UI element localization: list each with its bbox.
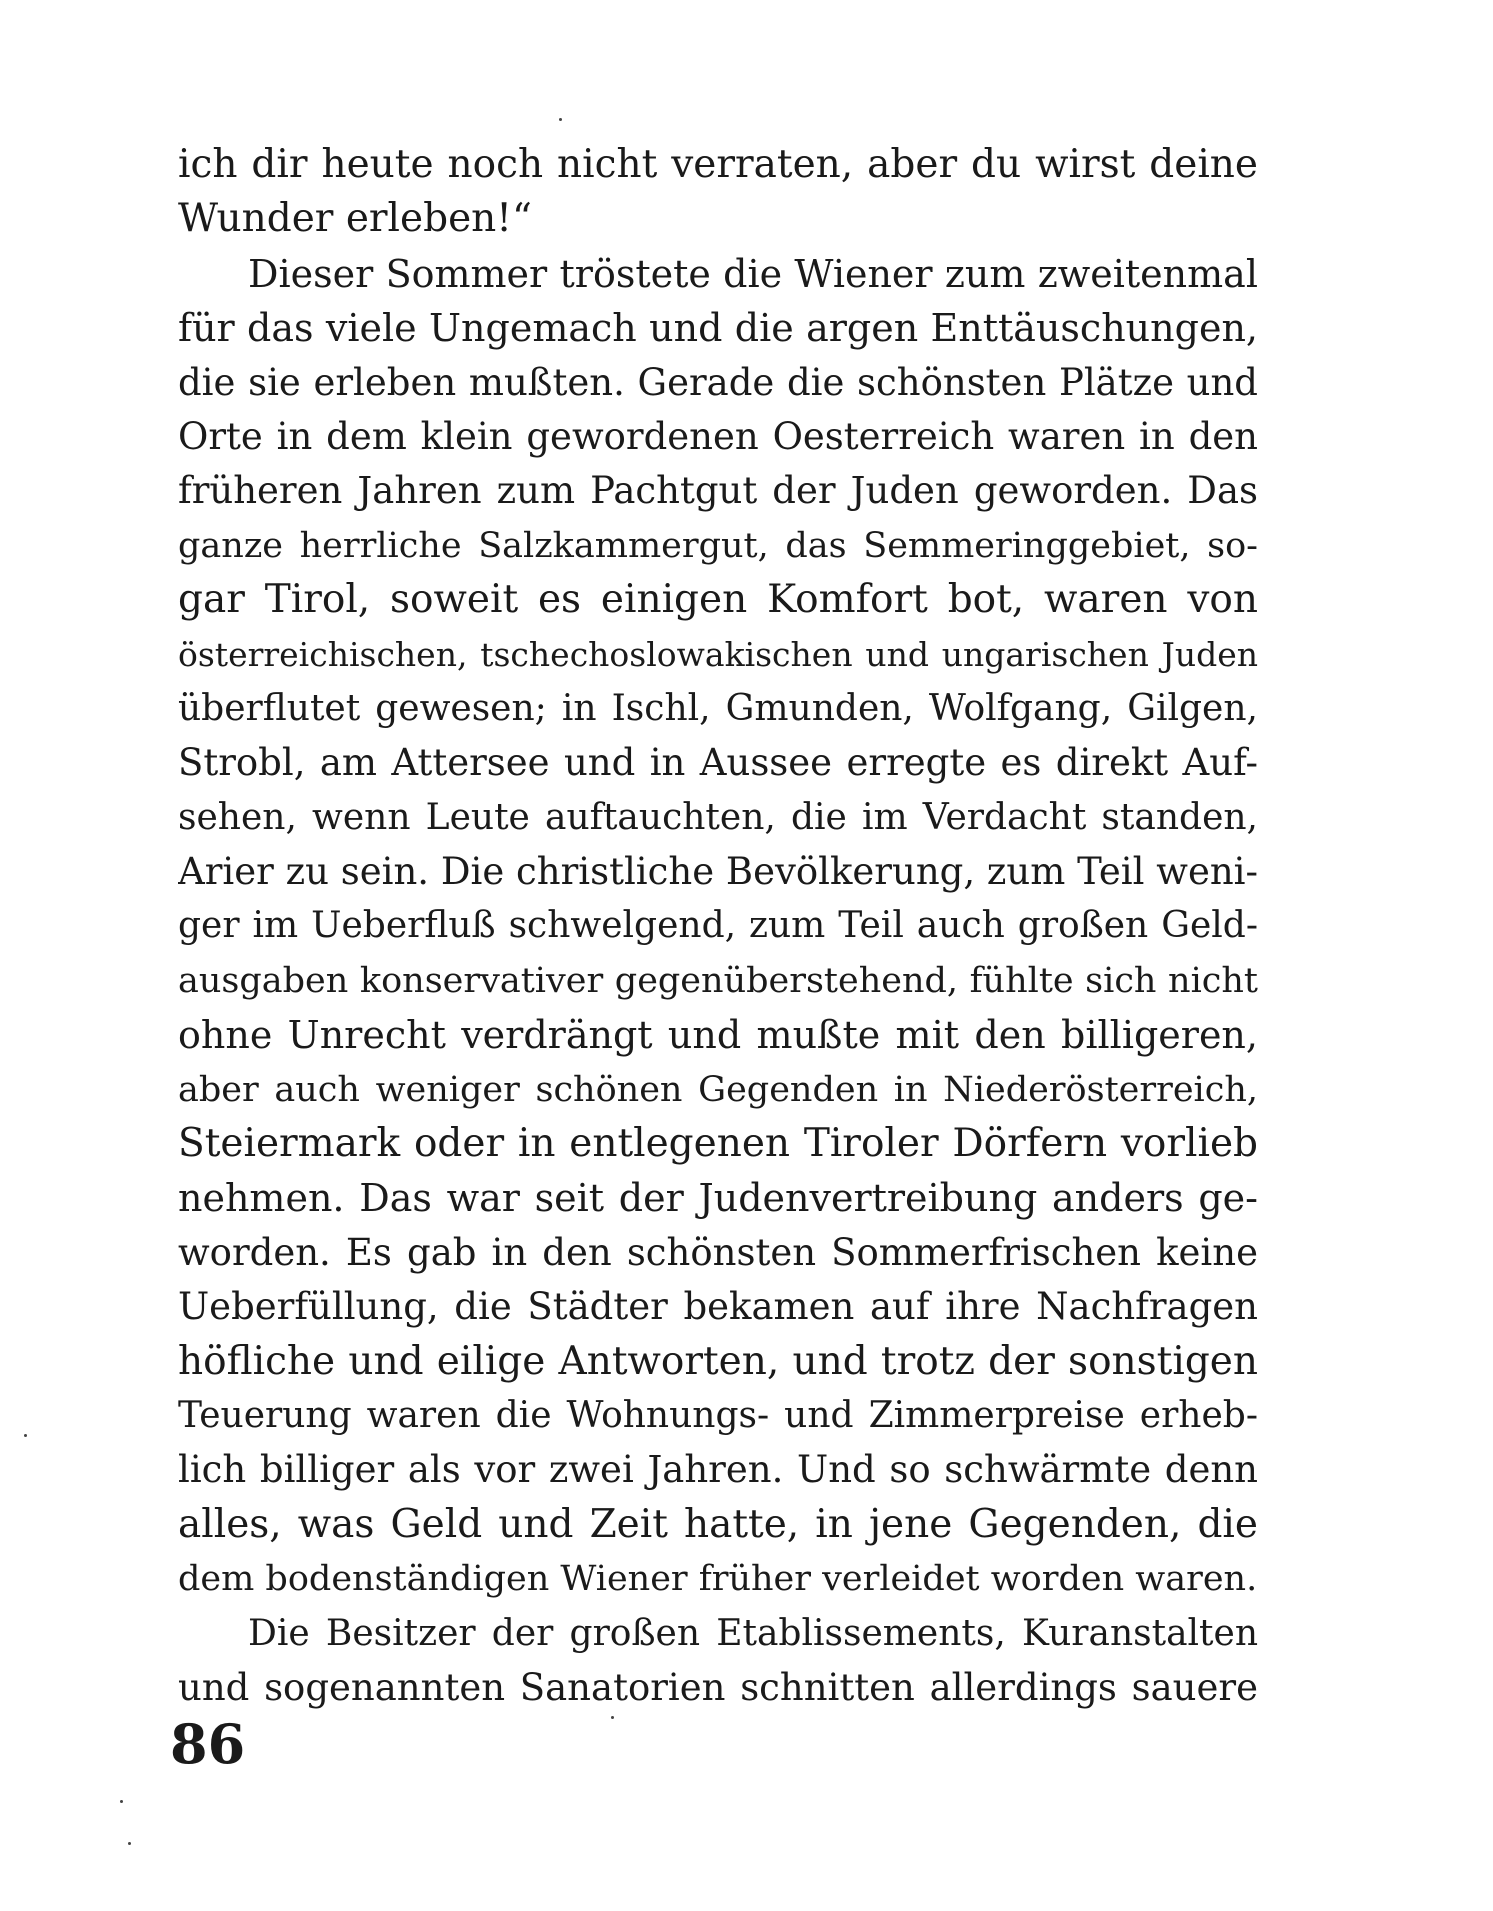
text-line: ger im Ueberfluß schwelgend, zum Teil auch großen Geld- (178, 905, 1258, 947)
text-line: sehen, wenn Leute auftauchten, die im Verdacht standen, (178, 796, 1258, 838)
text-line: worden. Es gab in den schönsten Sommerfrischen keine (178, 1230, 1258, 1274)
scan-speck (611, 1716, 614, 1719)
scan-speck (24, 1434, 27, 1437)
text-line: überflutet gewesen; in Ischl, Gmunden, Wolfgang, Gilgen, (178, 687, 1258, 729)
scan-speck (120, 1800, 123, 1803)
text-line: ohne Unrecht verdrängt und mußte mit den billigeren, (178, 1013, 1258, 1058)
body-text (178, 138, 1258, 1715)
text-line: Strobl, am Attersee und in Aussee erregte es direkt Auf- (178, 741, 1258, 785)
page-number: 86 (170, 1712, 246, 1776)
text-line: alles, was Geld und Zeit hatte, in jene Gegenden, die (178, 1501, 1258, 1547)
text-line: für das viele Ungemach und die argen Enttäuschungen, (178, 306, 1258, 351)
text-line: österreichischen, tschechoslowakischen und ungarischen Juden (178, 634, 1258, 674)
paragraph-start-line: Dieser Sommer tröstete die Wiener zum zweitenmal (248, 251, 1258, 296)
text-line: Steiermark oder in entlegenen Tiroler Dörfern vorlieb (178, 1121, 1258, 1167)
text-line: ich dir heute noch nicht verraten, aber du wirst deine (178, 142, 1258, 187)
text-line: Ueberfüllung, die Städter bekamen auf ihre Nachfragen (178, 1285, 1258, 1329)
text-line: Teuerung waren die Wohnungs- und Zimmerpreise erheb- (178, 1394, 1258, 1436)
scan-speck (128, 1842, 131, 1845)
paragraph-start-line: Die Besitzer der großen Etablissements, Kuranstalten (248, 1612, 1258, 1654)
scan-speck (559, 118, 562, 121)
text-line: nehmen. Das war seit der Judenvertreibung anders ge- (178, 1176, 1258, 1221)
text-line: die sie erleben mußten. Gerade die schönsten Plätze und (178, 360, 1258, 404)
text-line: dem bodenständigen Wiener früher verleidet worden waren. (178, 1559, 1258, 1600)
text-line: gar Tirol, soweit es einigen Komfort bot, waren von (178, 577, 1258, 623)
text-line: Orte in dem klein gewordenen Oesterreich waren in den (178, 414, 1258, 458)
text-line: früheren Jahren zum Pachtgut der Juden geworden. Das (178, 469, 1258, 513)
text-line: höfliche und eilige Antworten, und trotz der sonstigen (178, 1338, 1258, 1384)
text-line: aber auch weniger schönen Gegenden in Niederösterreich, (178, 1069, 1258, 1110)
text-line: und sogenannten Sanatorien schnitten allerdings sauere (178, 1665, 1258, 1709)
text-line: Wunder erleben!“ (178, 196, 532, 242)
text-line: lich billiger als vor zwei Jahren. Und so schwärmte denn (178, 1448, 1258, 1492)
text-line: ausgaben konservativer gegenüberstehend, fühlte sich nicht (178, 960, 1258, 1001)
text-line: ganze herrliche Salzkammergut, das Semmeringgebiet, so- (178, 525, 1258, 566)
text-line: Arier zu sein. Die christliche Bevölkerung, zum Teil weni- (178, 850, 1258, 894)
